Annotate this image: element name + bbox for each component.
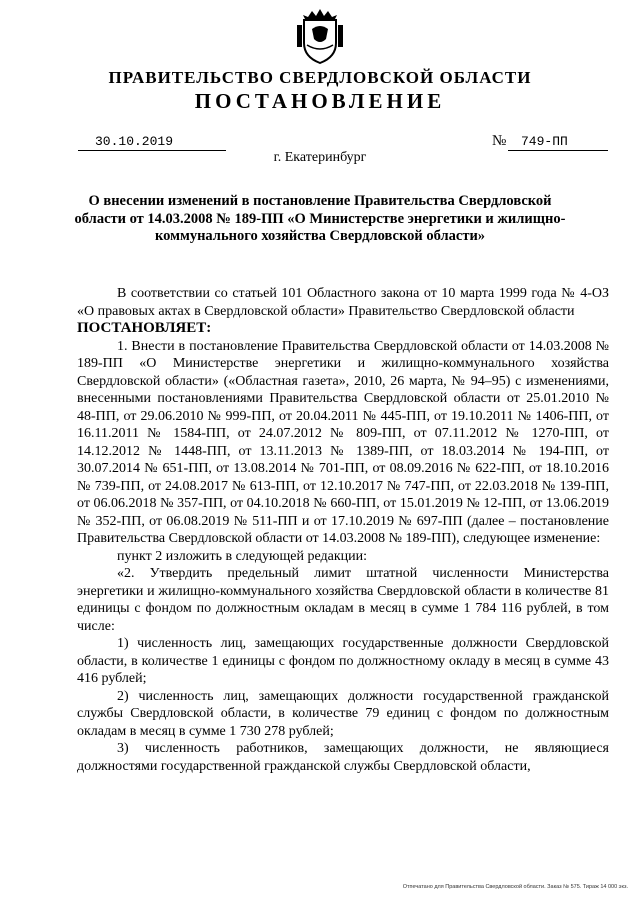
- paragraph: 1. Внести в постановление Правительства Свердловской области от 14.03.2008 № 189-ПП «О Министерстве энергетики и жилищно-коммунального хозяйства Свердловской области» («Областная газета», 2010, 26 марта, № 94–95) с изменениями, внесенными постановлениями Правительства Свердловской области от 25.01.2010 № 48-ПП, от 29.06.2010 № 999-ПП, от 20.04.2011 № 445-ПП, от 19.10.2011 № 1406-ПП, от 16.11.2011 № 1584-ПП, от 24.07.2012 № 809-ПП, от 07.11.2012 № 1270-ПП, от 14.12.2012 № 1448-ПП, от 13.11.2013 № 1389-ПП, от 18.03.2014 № 194-ПП, от 30.07.2014 № 651-ПП, от 13.08.2014 № 701-ПП, от 08.09.2016 № 622-ПП, от 18.10.2016 № 739-ПП, от 24.08.2017 № 613-ПП, от 12.10.2017 № 747-ПП, от 22.03.2018 № 139-ПП, от 06.06.2018 № 357-ПП, от 04.10.2018 № 660-ПП, от 15.01.2019 № 12-ПП, от 13.06.2019 № 352-ПП, от 06.08.2019 № 511-ПП и от 17.10.2019 № 697-ПП (далее – постановление Правительства Свердловской области от 14.03.2008 № 189-ПП), следующее изменение:: [77, 338, 609, 546]
- document-number: 749-ПП: [521, 134, 568, 149]
- government-name: ПРАВИТЕЛЬСТВО СВЕРДЛОВСКОЙ ОБЛАСТИ: [108, 68, 532, 87]
- number-sign: №: [492, 133, 507, 149]
- document-body: [77, 285, 609, 775]
- print-note: Отпечатано для Правительства Свердловской области. Заказ № 575. Тираж 14 000 экз.: [402, 884, 628, 890]
- paragraph: «2. Утвердить предельный лимит штатной численности Министерства энергетики и жилищно-коммунального хозяйства Свердловской области в количестве 81 единицы с фондом по должностным окладам в месяц в сумме 1 784 116 рублей, в том числе:: [77, 566, 609, 634]
- city: г. Екатеринбург: [273, 150, 367, 165]
- document-type: ПОСТАНОВЛЕНИЕ: [194, 89, 446, 113]
- resolves-heading: ПОСТАНОВЛЯЕТ:: [77, 320, 212, 336]
- preamble: В соответствии со статьей 101 Областного закона от 10 марта 1999 года № 4-ОЗ «О правовых актах в Свердловской области» Правительство Свердловской области: [77, 286, 609, 319]
- document-subject: О внесении изменений в постановление Правительства Свердловской области от 14.03.2008 № 189-ПП «О Министерстве энергетики и жилищно-коммунального хозяйства Свердловской области»: [74, 193, 566, 244]
- paragraph: 3) численность работников, замещающих должности, не являющиеся должностями государственной гражданской службы Свердловской области,: [77, 741, 609, 774]
- paragraph: 1) численность лиц, замещающих государственные должности Свердловской области, в количестве 1 единицы с фондом по должностному окладу в месяц в сумме 43 416 рублей;: [77, 636, 609, 686]
- paragraph: 2) численность лиц, замещающих должности государственной гражданской службы Свердловской области, в количестве 79 единиц с фондом по должностным окладам в месяц в сумме 1 730 278 рублей;: [77, 688, 609, 739]
- document-date: 30.10.2019: [95, 134, 174, 149]
- coat-of-arms-icon: [295, 5, 345, 65]
- paragraph: пункт 2 изложить в следующей редакции:: [117, 548, 367, 564]
